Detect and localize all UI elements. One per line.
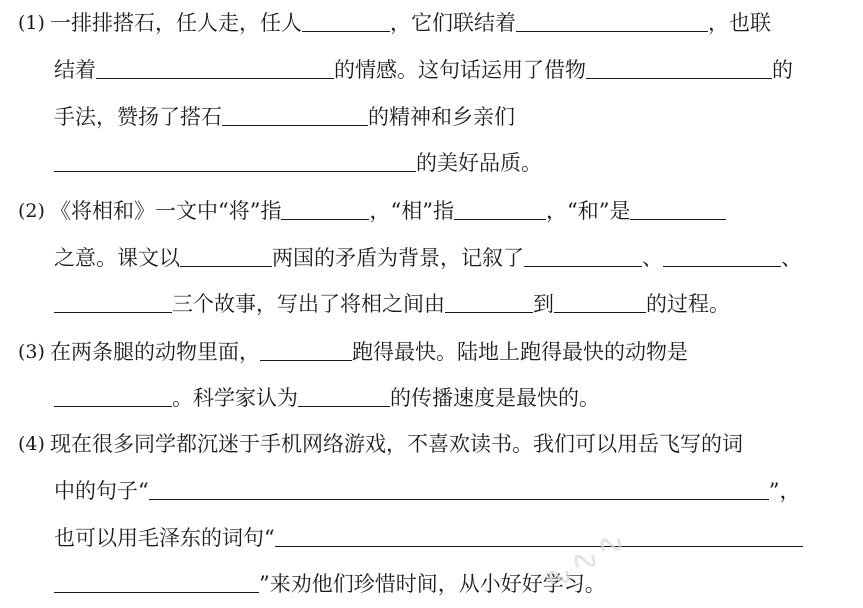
- q1-blank-1[interactable]: [302, 3, 390, 32]
- q2-blank-8[interactable]: [445, 284, 533, 313]
- q4-text: ”，: [768, 479, 801, 503]
- q3-blank-1[interactable]: [260, 332, 352, 361]
- q4-blank-1[interactable]: [149, 471, 769, 500]
- q4-text: 中的句子“: [54, 479, 149, 503]
- q2-blank-1[interactable]: [281, 191, 369, 220]
- q1-text: ，也联: [708, 11, 771, 35]
- q1-text: 一排排搭石，任人走，任人: [50, 11, 302, 35]
- watermark: ∿∿∿: [536, 518, 636, 602]
- q4-blank-2[interactable]: [275, 518, 803, 547]
- q2-text: 三个故事，写出了将相之间由: [172, 292, 445, 316]
- q1-line-4: [0, 140, 542, 186]
- q1-text: ，它们联结着: [390, 11, 516, 35]
- q2-text: 之意。课文以: [54, 246, 180, 270]
- q2-text: 、: [781, 246, 802, 270]
- q1-blank-6[interactable]: [54, 143, 416, 172]
- q2-blank-4[interactable]: [180, 238, 272, 267]
- q1-line-3: [0, 94, 515, 140]
- q4-line-4: [0, 561, 606, 607]
- q1-line-1: [0, 0, 771, 46]
- q1-text: 的情感。这句话运用了借物: [334, 58, 586, 82]
- q2-blank-2[interactable]: [454, 191, 546, 220]
- q4-line-2: [0, 468, 801, 514]
- q2-text: 、: [642, 246, 663, 270]
- q2-line-1: [0, 188, 726, 234]
- q3-text: 跑得最快。陆地上跑得最快的动物是: [352, 340, 688, 364]
- q1-blank-5[interactable]: [222, 97, 368, 126]
- q1-text: 的: [772, 58, 793, 82]
- q1-blank-4[interactable]: [586, 50, 772, 79]
- q4-text: 现在很多同学都沉迷于手机网络游戏，不喜欢读书。我们可以用岳飞写的词: [50, 432, 743, 456]
- q2-blank-5[interactable]: [524, 238, 642, 267]
- q4-line-3: [0, 515, 803, 561]
- q2-blank-9[interactable]: [554, 284, 646, 313]
- q2-text: 的过程。: [646, 292, 730, 316]
- q2-text: ，“和”是: [545, 199, 631, 223]
- q2-blank-3[interactable]: [630, 191, 726, 220]
- q2-text: 《将相和》一文中“将”指: [50, 199, 282, 223]
- q2-text: 到: [533, 292, 554, 316]
- q1-text: 结着: [54, 58, 96, 82]
- q3-line-2: [0, 375, 600, 421]
- q4-number: (4): [18, 433, 45, 455]
- q2-number: (2): [18, 200, 45, 222]
- q2-blank-6[interactable]: [663, 238, 781, 267]
- q1-line-2: [0, 47, 793, 93]
- q2-line-2: [0, 235, 802, 281]
- q2-line-3: [0, 281, 730, 327]
- q1-text: 的美好品质。: [416, 151, 542, 175]
- q2-blank-7[interactable]: [54, 284, 172, 313]
- q4-line-1: [0, 421, 743, 467]
- q3-line-1: [0, 329, 688, 375]
- q3-text: 。科学家认为: [172, 386, 298, 410]
- q3-text: 在两条腿的动物里面，: [50, 340, 260, 364]
- q1-text: 的精神和乡亲们: [368, 105, 515, 129]
- q3-text: 的传播速度是最快的。: [390, 386, 600, 410]
- q1-blank-3[interactable]: [96, 50, 334, 79]
- q4-text: 也可以用毛泽东的词句“: [54, 526, 275, 550]
- q1-text: 手法，赞扬了搭石: [54, 105, 222, 129]
- q3-blank-3[interactable]: [298, 378, 390, 407]
- q3-number: (3): [18, 341, 45, 363]
- q1-number: (1): [18, 12, 45, 34]
- q3-blank-2[interactable]: [54, 378, 172, 407]
- q4-text: ”来劝他们珍惜时间，从小好好学习。: [259, 572, 606, 596]
- q4-blank-3[interactable]: [54, 564, 259, 593]
- q2-text: ，“相”指: [369, 199, 454, 223]
- q1-blank-2[interactable]: [516, 3, 708, 32]
- q2-text: 两国的矛盾为背景，记叙了: [272, 246, 524, 270]
